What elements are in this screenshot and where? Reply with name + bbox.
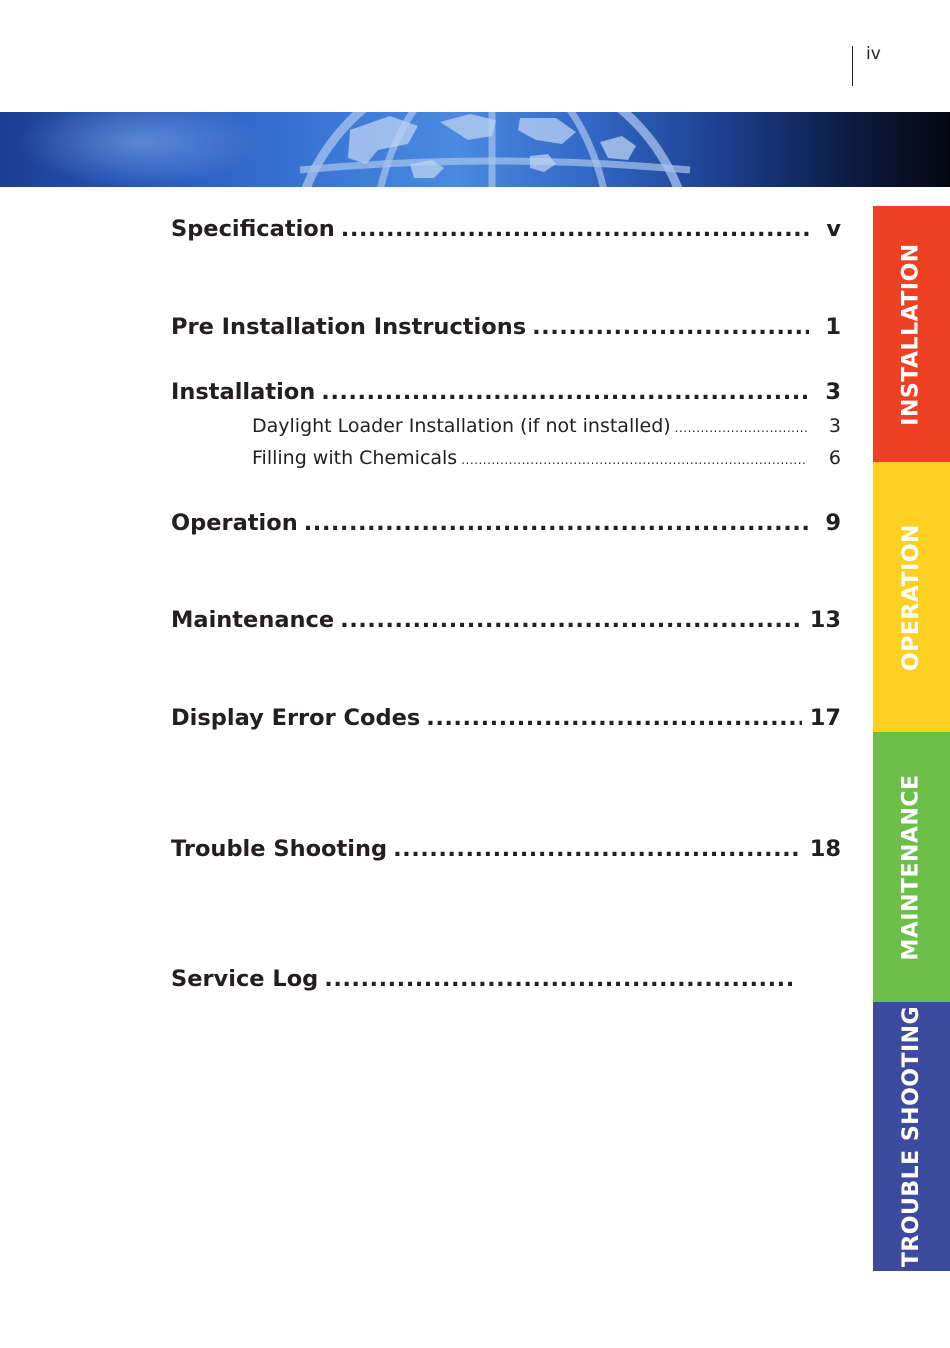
toc-entry-page: 6 <box>828 447 841 469</box>
toc-leader-dots <box>341 216 809 242</box>
toc-entry-page: 13 <box>809 607 841 633</box>
toc-leader-dots <box>340 607 802 633</box>
tab-label: INSTALLATION <box>899 242 924 426</box>
toc-leader-dots <box>532 314 809 340</box>
toc-entry-title: Display Error Codes <box>171 705 421 731</box>
toc-entry-title: Operation <box>171 510 298 536</box>
header-banner <box>0 112 950 187</box>
toc-entry-maintenance[interactable] <box>171 607 841 633</box>
toc-leader-dots <box>426 705 801 731</box>
tab-trouble-shooting[interactable] <box>873 1002 950 1271</box>
tab-label: OPERATION <box>899 523 925 671</box>
toc-leader-dots <box>675 421 807 435</box>
toc-entry-title: Pre Installation Instructions <box>171 314 527 340</box>
toc-entry-page: 18 <box>809 836 841 862</box>
tab-installation[interactable] <box>873 206 950 462</box>
toc-entry-title: Maintenance <box>171 607 335 633</box>
section-tabs <box>873 206 950 1271</box>
toc-leader-dots <box>321 379 809 405</box>
toc-subentry-daylight-loader[interactable] <box>252 415 841 437</box>
page-number: iv <box>866 44 881 64</box>
toc-entry-display-error-codes[interactable] <box>171 705 841 731</box>
toc-entry-installation[interactable] <box>171 379 841 405</box>
toc-entry-title: Installation <box>171 379 316 405</box>
toc-entry-page: 1 <box>825 314 841 340</box>
toc-entry-page: v <box>826 216 841 242</box>
toc-subentry-filling-chemicals[interactable] <box>252 447 841 469</box>
tab-label: TROUBLE SHOOTING <box>899 1005 924 1268</box>
toc-entry-service-log[interactable] <box>171 966 796 992</box>
tab-maintenance[interactable] <box>873 732 950 1002</box>
page-number-rule <box>852 46 853 86</box>
toc-leader-dots <box>461 453 807 467</box>
toc-entry-page: 17 <box>809 705 841 731</box>
toc-entry-page: 9 <box>825 510 841 536</box>
tab-operation[interactable] <box>873 462 950 732</box>
toc-entry-title: Daylight Loader Installation (if not installed) <box>252 415 671 437</box>
toc-entry-title: Trouble Shooting <box>171 836 388 862</box>
toc-entry-operation[interactable] <box>171 510 841 536</box>
toc-entry-title: Specification <box>171 216 335 242</box>
toc-entry-specification[interactable] <box>171 216 841 242</box>
toc-entry-pre-installation[interactable] <box>171 314 841 340</box>
toc-entry-page: 3 <box>825 379 841 405</box>
toc-leader-dots <box>304 510 809 536</box>
toc-entry-title: Service Log <box>171 966 319 992</box>
toc-entry-trouble-shooting[interactable] <box>171 836 841 862</box>
toc-entry-title: Filling with Chemicals <box>252 447 458 469</box>
toc-leader-dots <box>393 836 802 862</box>
globe-icon <box>0 112 950 187</box>
toc-entry-page: 3 <box>828 415 841 437</box>
tab-label: MAINTENANCE <box>899 773 925 961</box>
toc-leader-dots <box>324 966 796 992</box>
